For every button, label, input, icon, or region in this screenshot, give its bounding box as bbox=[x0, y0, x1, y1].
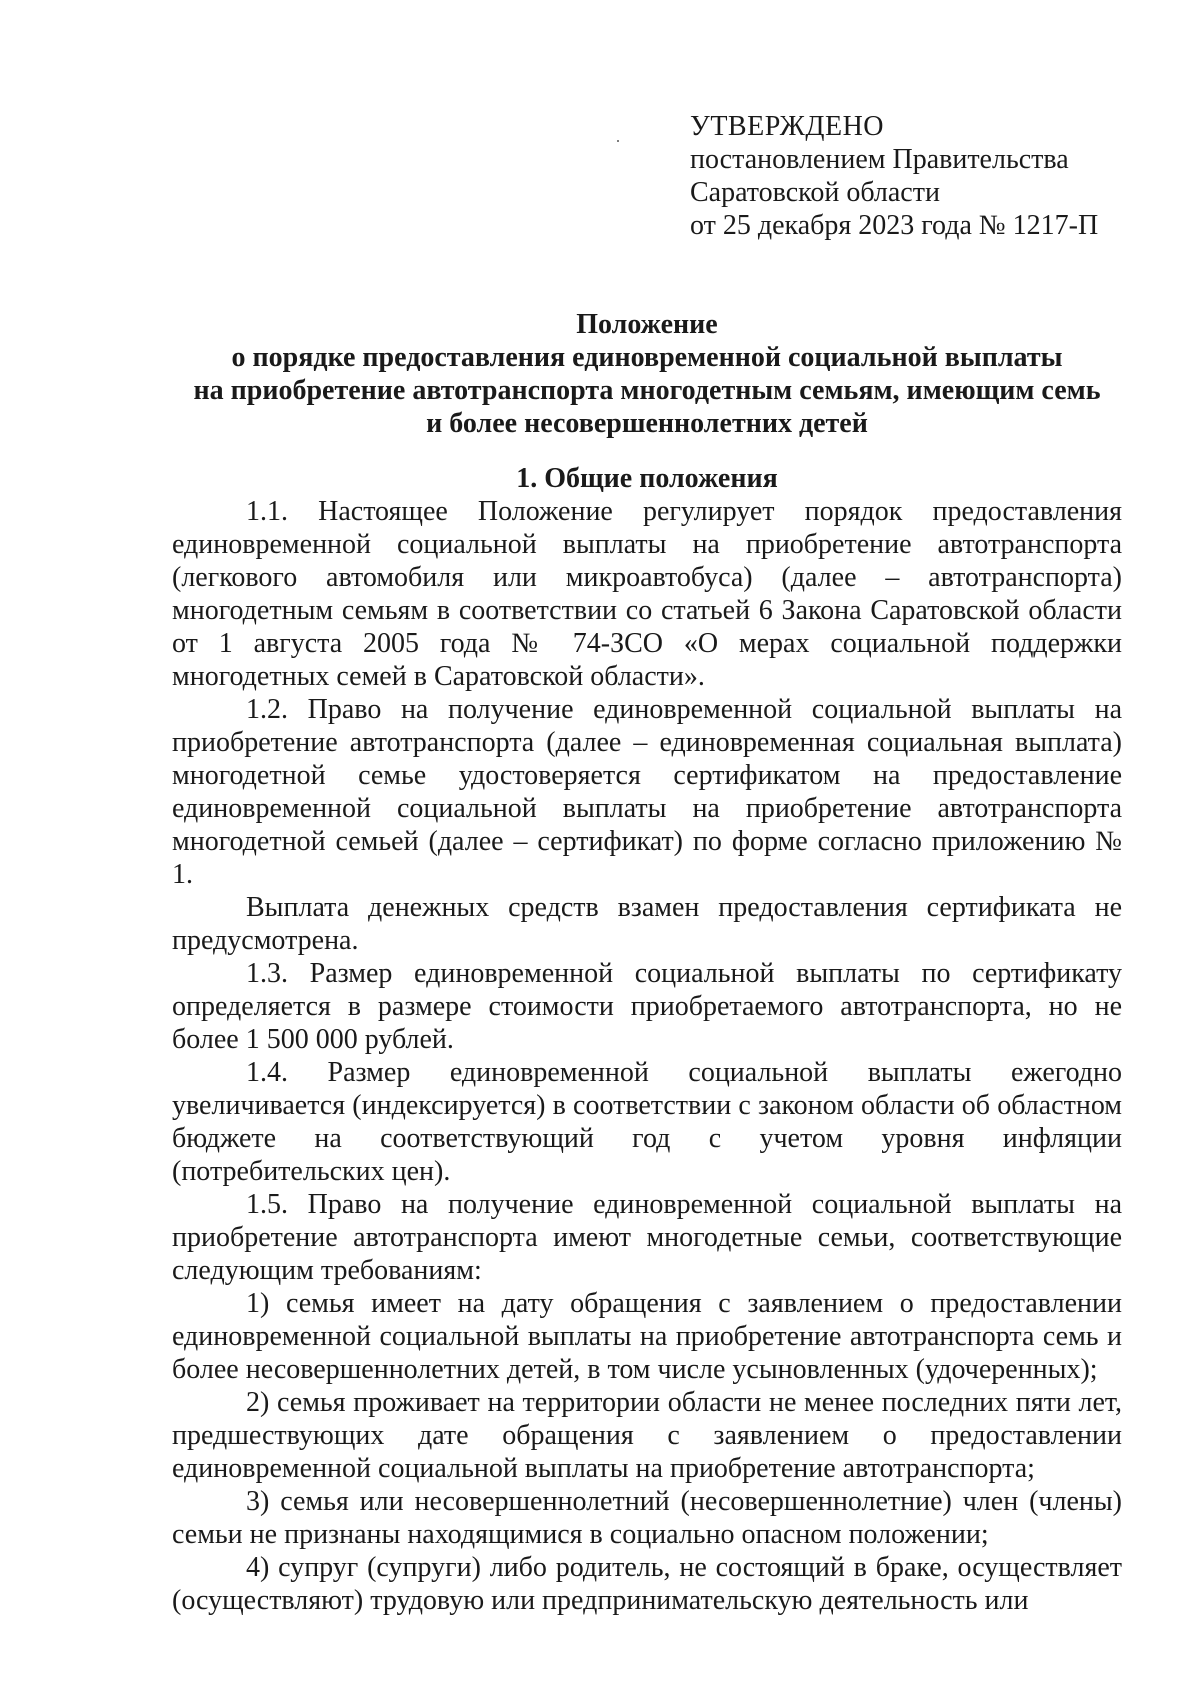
paragraph-1-4: 1.4. Размер единовременной социальной выплаты ежегодно увеличивается (индексируется) в соответствии с законом области об областном бюджете на соответствующий год с учетом уровня инфляции (потребительских цен). bbox=[172, 1057, 1122, 1187]
approval-block bbox=[690, 110, 1160, 242]
paragraph-1-5: 1.5. Право на получение единовременной социальной выплаты на приобретение автотранспорта имеют многодетные семьи, соответствующие следующим требованиям: bbox=[172, 1189, 1122, 1286]
section-heading: 1. Общие положения bbox=[516, 463, 778, 494]
paragraph-1-2: 1.2. Право на получение единовременной социальной выплаты на приобретение автотранспорта (далее – единовременная социальная выплата) многодетной семье удостоверяется сертификатом на предоставление единовременной социальной выплаты на приобретение автотранспорта многодетной семьей (далее – сертификат) по форме согласно приложению № 1. bbox=[172, 694, 1122, 890]
list-item-3: 3) семья или несовершеннолетний (несовершеннолетние) член (члены) семьи не признаны находящимися в социально опасном положении; bbox=[172, 1486, 1122, 1550]
document-title bbox=[172, 308, 1122, 440]
approval-line-3: от 25 декабря 2023 года № 1217-П bbox=[690, 210, 1099, 241]
approval-line-2: Саратовской области bbox=[690, 177, 940, 208]
list-item-1: 1) семья имеет на дату обращения с заявлением о предоставлении единовременной социальной выплаты на приобретение автотранспорта семь и более несовершеннолетних детей, в том числе усыновленных (удочеренных); bbox=[172, 1288, 1122, 1385]
document-title-line-4: и более несовершеннолетних детей bbox=[426, 408, 868, 439]
list-item-4: 4) супруг (супруги) либо родитель, не состоящий в браке, осуществляет (осуществляют) трудовую или предпринимательскую деятельность или bbox=[172, 1552, 1122, 1616]
scan-speck bbox=[617, 140, 619, 142]
paragraph-1-1: 1.1. Настоящее Положение регулирует порядок предоставления единовременной социальной выплаты на приобретение автотранспорта (легкового автомобиля или микроавтобуса) (далее – автотранспорта) многодетным семьям в соответствии со статьей 6 Закона Саратовской области от 1 августа 2005 года № 74-ЗСО «О мерах социальной поддержки многодетных семей в Саратовской области». bbox=[172, 496, 1122, 692]
document-title-line-3: на приобретение автотранспорта многодетным семьям, имеющим семь bbox=[193, 375, 1101, 406]
document-title-line-2: о порядке предоставления единовременной социальной выплаты bbox=[231, 342, 1063, 373]
paragraph-no-cash: Выплата денежных средств взамен предоставления сертификата не предусмотрена. bbox=[172, 892, 1122, 956]
approval-line-1: постановлением Правительства bbox=[690, 144, 1069, 175]
document-body bbox=[172, 308, 1122, 1617]
list-item-2: 2) семья проживает на территории области не менее последних пяти лет, предшествующих дате обращения с заявлением о предоставлении единовременной социальной выплаты на приобретение автотранспорта; bbox=[172, 1387, 1122, 1484]
paragraph-1-3: 1.3. Размер единовременной социальной выплаты по сертификату определяется в размере стоимости приобретаемого автотранспорта, но не более 1 500 000 рублей. bbox=[172, 958, 1122, 1055]
document-title-line-1: Положение bbox=[576, 309, 718, 340]
approval-title: УТВЕРЖДЕНО bbox=[690, 111, 885, 142]
